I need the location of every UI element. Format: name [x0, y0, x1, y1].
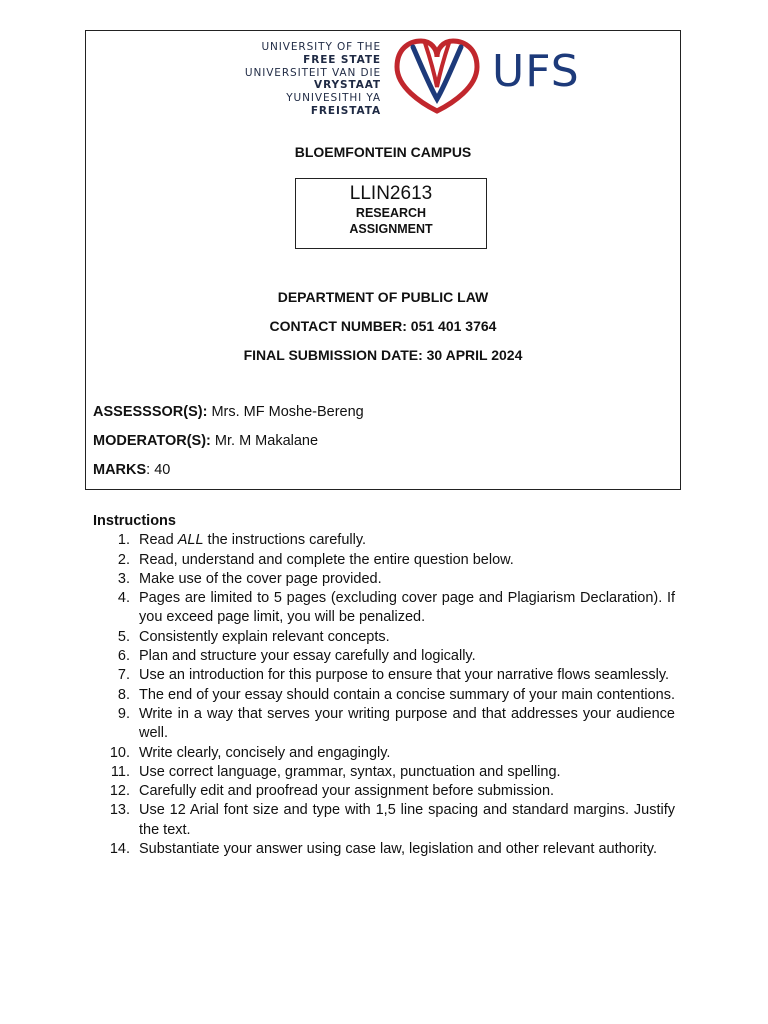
campus-title: BLOEMFONTEIN CAMPUS — [294, 144, 472, 160]
contact-number: CONTACT NUMBER: 051 401 3764 — [269, 318, 497, 334]
list-item — [93, 840, 675, 859]
item-text: The end of your essay should contain a concise summary of your main contentions. — [139, 686, 675, 703]
item-number: 11. — [110, 763, 130, 780]
department: DEPARTMENT OF PUBLIC LAW — [277, 289, 489, 305]
item-emphasis: ALL — [177, 532, 204, 549]
item-number: 1. — [117, 532, 130, 549]
item-text: Carefully edit and proofread your assignment before submission. — [139, 783, 555, 800]
logo-line: YUNIVESITHI YA — [286, 92, 381, 105]
moderator-value: Mr. M Makalane — [210, 433, 319, 449]
item-text: the instructions carefully. — [203, 532, 367, 549]
item-number: 4. — [117, 590, 130, 607]
item-text: Make use of the cover page provided. — [139, 570, 382, 587]
marks-value: : 40 — [146, 462, 171, 478]
list-item — [93, 801, 675, 840]
assessor-value: Mrs. MF Moshe-Bereng — [207, 404, 364, 420]
logo-line: VRYSTAAT — [314, 79, 381, 92]
item-text: Write clearly, concisely and engagingly. — [139, 744, 391, 761]
module-title-line-1: RESEARCH — [355, 206, 427, 220]
item-text: Read — [139, 532, 178, 549]
list-item — [93, 647, 675, 666]
assessor-line — [93, 404, 364, 420]
logo-wordmark: UFS — [492, 46, 580, 97]
logo-line: UNIVERSITY OF THE — [261, 41, 381, 53]
item-text: Use correct language, grammar, syntax, punctuation and spelling. — [139, 763, 561, 780]
list-item — [93, 628, 675, 647]
item-text: Plan and structure your essay carefully and logically. — [139, 648, 476, 665]
item-text: Read, understand and complete the entire question below. — [139, 551, 514, 568]
item-number: 7. — [117, 667, 130, 684]
module-box — [295, 178, 487, 249]
item-text: Substantiate your answer using case law, legislation and other relevant authority. — [139, 841, 658, 858]
item-number: 13. — [109, 802, 130, 819]
list-item — [93, 589, 675, 628]
instructions-list — [93, 531, 675, 859]
logo-line: UNIVERSITEIT VAN DIE — [244, 66, 381, 79]
item-text: Pages are limited to 5 pages (excluding cover page and Plagiarism Declaration). If you exceed page limit, you will be penalized. — [139, 590, 675, 626]
list-item — [93, 666, 675, 685]
module-code: LLIN2613 — [349, 183, 433, 204]
ufs-logo — [236, 37, 596, 117]
list-item — [93, 744, 675, 763]
item-number: 5. — [117, 628, 130, 645]
instructions-heading: Instructions — [93, 513, 176, 529]
item-text: Write in a way that serves your writing purpose and that addresses your audience well. — [139, 705, 675, 742]
logo-line: FREISTATA — [310, 104, 381, 117]
ufs-heart-emblem-icon — [391, 37, 483, 117]
item-number: 14. — [109, 841, 130, 858]
list-item — [93, 686, 675, 705]
list-item — [93, 782, 675, 801]
logo-university-name — [236, 41, 381, 118]
assessor-label: ASSESSSOR(S): — [93, 404, 208, 420]
moderator-line — [93, 433, 318, 449]
marks-label: MARKS — [93, 462, 147, 478]
item-number: 10. — [109, 744, 130, 761]
item-number: 2. — [117, 551, 130, 568]
list-item — [93, 705, 675, 744]
module-title-line-2: ASSIGNMENT — [349, 222, 433, 236]
item-number: 9. — [117, 705, 130, 722]
cover-box — [85, 30, 681, 490]
instructions-section — [93, 512, 675, 859]
marks-line — [93, 462, 170, 478]
submission-date: FINAL SUBMISSION DATE: 30 APRIL 2024 — [243, 347, 523, 363]
list-item — [93, 531, 675, 550]
logo-line: FREE STATE — [303, 53, 381, 66]
item-text: Consistently explain relevant concepts. — [139, 628, 390, 645]
item-text: Use 12 Arial font size and type with 1,5 line spacing and standard margins. Justify the text. — [139, 802, 675, 838]
list-item — [93, 551, 675, 570]
item-number: 12. — [109, 783, 130, 800]
list-item — [93, 570, 675, 589]
list-item — [93, 763, 675, 782]
moderator-label: MODERATOR(S): — [93, 433, 211, 449]
item-number: 6. — [117, 648, 130, 665]
item-number: 3. — [117, 570, 130, 587]
item-text: Use an introduction for this purpose to ensure that your narrative flows seamlessly. — [139, 667, 670, 684]
item-number: 8. — [117, 686, 130, 703]
